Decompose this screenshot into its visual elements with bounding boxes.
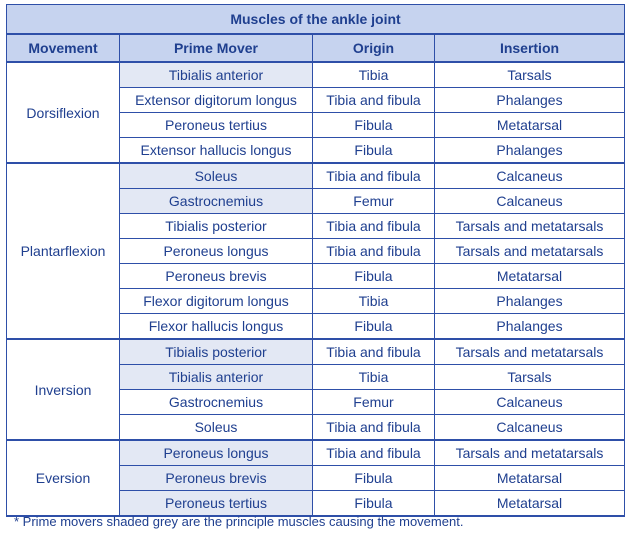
movement-cell: Plantarflexion	[7, 163, 120, 339]
insertion-cell: Phalanges	[435, 138, 625, 164]
origin-cell: Femur	[313, 189, 435, 214]
prime-mover-cell: Flexor digitorum longus	[120, 289, 313, 314]
insertion-cell: Tarsals	[435, 365, 625, 390]
prime-mover-cell: Tibialis posterior	[120, 339, 313, 365]
header-origin: Origin	[313, 34, 435, 62]
muscles-table	[6, 4, 625, 517]
insertion-cell: Metatarsal	[435, 491, 625, 517]
origin-cell: Fibula	[313, 138, 435, 164]
table-row	[7, 440, 625, 466]
origin-cell: Tibia and fibula	[313, 440, 435, 466]
insertion-cell: Phalanges	[435, 314, 625, 340]
origin-cell: Fibula	[313, 491, 435, 517]
prime-mover-cell: Tibialis anterior	[120, 365, 313, 390]
insertion-cell: Calcaneus	[435, 189, 625, 214]
insertion-cell: Metatarsal	[435, 466, 625, 491]
origin-cell: Tibia and fibula	[313, 239, 435, 264]
header-movement: Movement	[7, 34, 120, 62]
origin-cell: Fibula	[313, 264, 435, 289]
insertion-cell: Tarsals and metatarsals	[435, 339, 625, 365]
prime-mover-cell: Tibialis anterior	[120, 62, 313, 88]
insertion-cell: Calcaneus	[435, 390, 625, 415]
origin-cell: Tibia and fibula	[313, 339, 435, 365]
insertion-cell: Tarsals	[435, 62, 625, 88]
prime-mover-cell: Soleus	[120, 415, 313, 441]
insertion-cell: Metatarsal	[435, 264, 625, 289]
prime-mover-cell: Extensor digitorum longus	[120, 88, 313, 113]
origin-cell: Tibia and fibula	[313, 88, 435, 113]
prime-mover-cell: Soleus	[120, 163, 313, 189]
prime-mover-cell: Peroneus longus	[120, 239, 313, 264]
prime-mover-cell: Flexor hallucis longus	[120, 314, 313, 340]
origin-cell: Tibia and fibula	[313, 214, 435, 239]
origin-cell: Fibula	[313, 314, 435, 340]
header-prime-mover: Prime Mover	[120, 34, 313, 62]
prime-mover-cell: Peroneus brevis	[120, 264, 313, 289]
origin-cell: Fibula	[313, 113, 435, 138]
prime-mover-cell: Peroneus tertius	[120, 491, 313, 517]
origin-cell: Fibula	[313, 466, 435, 491]
movement-cell: Eversion	[7, 440, 120, 516]
table-row	[7, 163, 625, 189]
insertion-cell: Calcaneus	[435, 415, 625, 441]
table-body	[7, 62, 625, 516]
insertion-cell: Phalanges	[435, 289, 625, 314]
movement-cell: Inversion	[7, 339, 120, 440]
insertion-cell: Tarsals and metatarsals	[435, 214, 625, 239]
origin-cell: Tibia	[313, 289, 435, 314]
header-insertion: Insertion	[435, 34, 625, 62]
insertion-cell: Calcaneus	[435, 163, 625, 189]
origin-cell: Femur	[313, 390, 435, 415]
prime-mover-cell: Extensor hallucis longus	[120, 138, 313, 164]
prime-mover-cell: Tibialis posterior	[120, 214, 313, 239]
origin-cell: Tibia and fibula	[313, 163, 435, 189]
table-row	[7, 62, 625, 88]
insertion-cell: Tarsals and metatarsals	[435, 440, 625, 466]
prime-mover-cell: Gastrocnemius	[120, 189, 313, 214]
insertion-cell: Phalanges	[435, 88, 625, 113]
movement-cell: Dorsiflexion	[7, 62, 120, 163]
origin-cell: Tibia	[313, 365, 435, 390]
prime-mover-cell: Peroneus tertius	[120, 113, 313, 138]
prime-mover-cell: Peroneus brevis	[120, 466, 313, 491]
insertion-cell: Metatarsal	[435, 113, 625, 138]
insertion-cell: Tarsals and metatarsals	[435, 239, 625, 264]
table-title: Muscles of the ankle joint	[7, 5, 625, 35]
origin-cell: Tibia	[313, 62, 435, 88]
table-row	[7, 339, 625, 365]
prime-mover-cell: Gastrocnemius	[120, 390, 313, 415]
footnote: * Prime movers shaded grey are the principle muscles causing the movement.	[14, 514, 464, 529]
origin-cell: Tibia and fibula	[313, 415, 435, 441]
prime-mover-cell: Peroneus longus	[120, 440, 313, 466]
